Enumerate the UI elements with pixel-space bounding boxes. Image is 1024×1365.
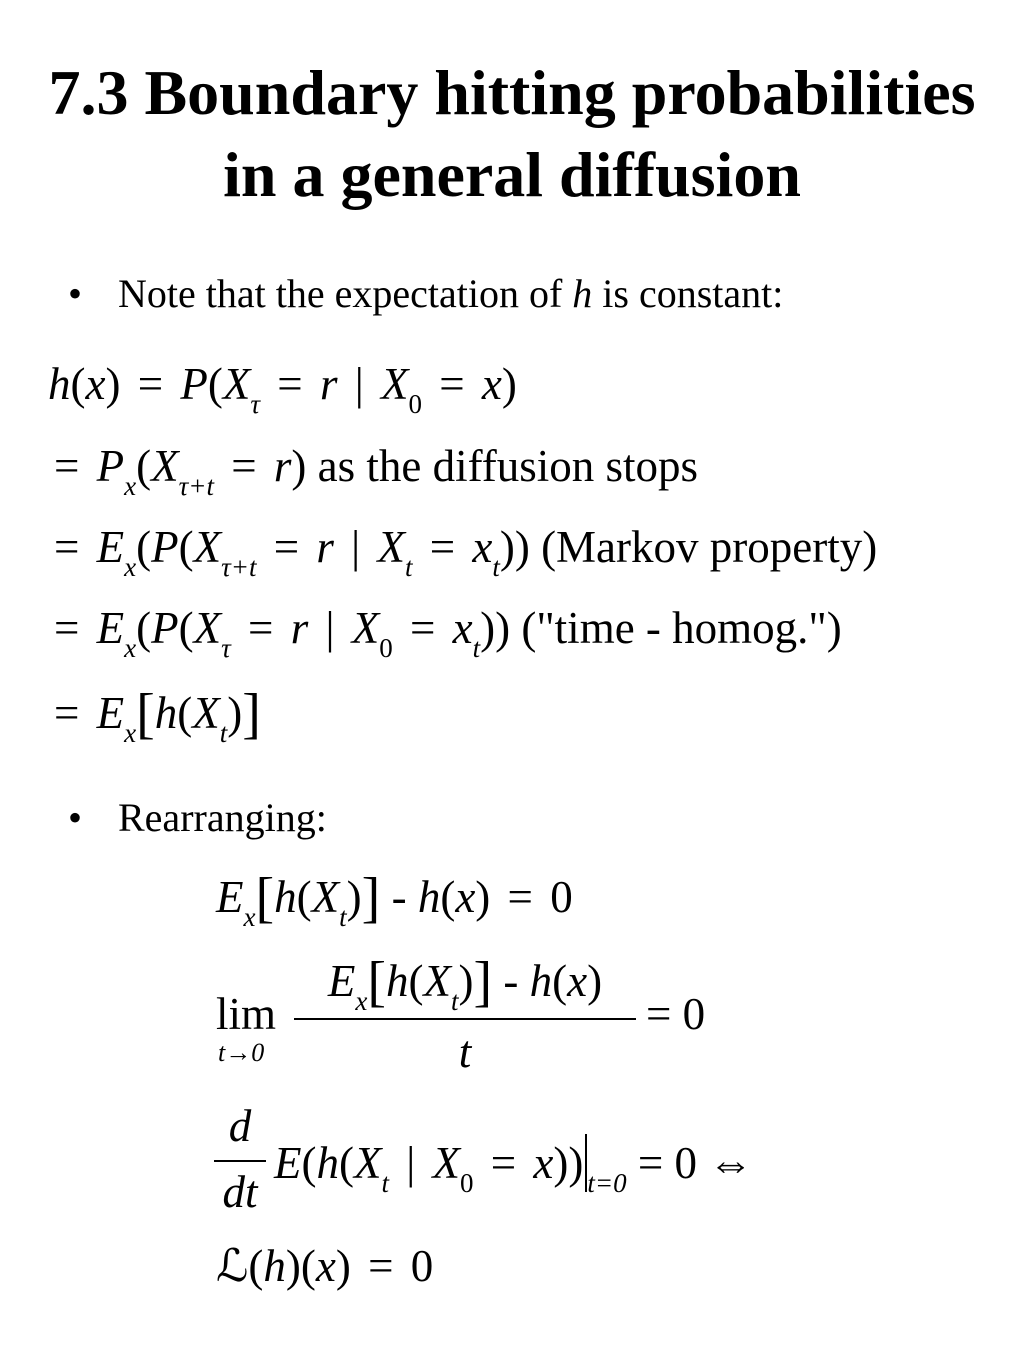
fraction-numerator: $E_x[h(X_t)] - h(x)$ xyxy=(327,951,603,1016)
derivative-body: $E(h(X_t$ | $X_0 = x$)) $_{t=0}$ = 0 ⇔ xyxy=(274,1134,753,1195)
derivation-line-5: = $E_x[h(X_t)]$ xyxy=(54,683,261,748)
slide-title xyxy=(0,52,1024,216)
rearranged-eq-1: $E_x[h(X_t)] - h(x) = 0$ xyxy=(216,867,573,932)
rearranged-eq-4: ℒ(h)(x) = 0 xyxy=(216,1241,434,1291)
derivation-line-4: = $E_x(P(X_\tau = r$ | $X_0 = x_t$)) ("time - homog.") xyxy=(54,603,842,663)
derivation-line-3: = $E_x(P(X_{\tau+t} = r$ | $X_t = x_t$)) (Markov property) xyxy=(54,522,878,582)
derivation-line-1: $h(x) = P(X_\tau = r$ | $X_0 = x$) xyxy=(48,359,517,419)
bullet-text: Rearranging: xyxy=(118,795,327,840)
fraction-bar xyxy=(214,1160,266,1162)
derivative-fraction xyxy=(214,1100,266,1230)
title-line-1: 7.3 Boundary hitting probabilities xyxy=(48,57,976,128)
fraction-denominator: t xyxy=(458,1027,472,1077)
title-line-2: in a general diffusion xyxy=(223,139,801,210)
derivative-numerator: d xyxy=(228,1101,252,1151)
bullet-symbol: • xyxy=(68,271,83,316)
eq2-rhs: = 0 xyxy=(646,989,706,1039)
limit-fraction xyxy=(294,952,636,1082)
derivation-line-2: = $P_x(X_{\tau+t} = r)$ as the diffusion stops xyxy=(54,441,699,501)
bullet-symbol: • xyxy=(68,795,83,840)
lim-subscript: t→0 xyxy=(218,1038,265,1067)
fraction-bar xyxy=(294,1018,636,1020)
derivative-denominator: dt xyxy=(222,1167,258,1217)
eval-subscript: t=0 xyxy=(587,1168,627,1198)
lim-word: lim xyxy=(216,989,277,1039)
bullet-text: Note that the expectation of h is constant: xyxy=(118,271,784,316)
